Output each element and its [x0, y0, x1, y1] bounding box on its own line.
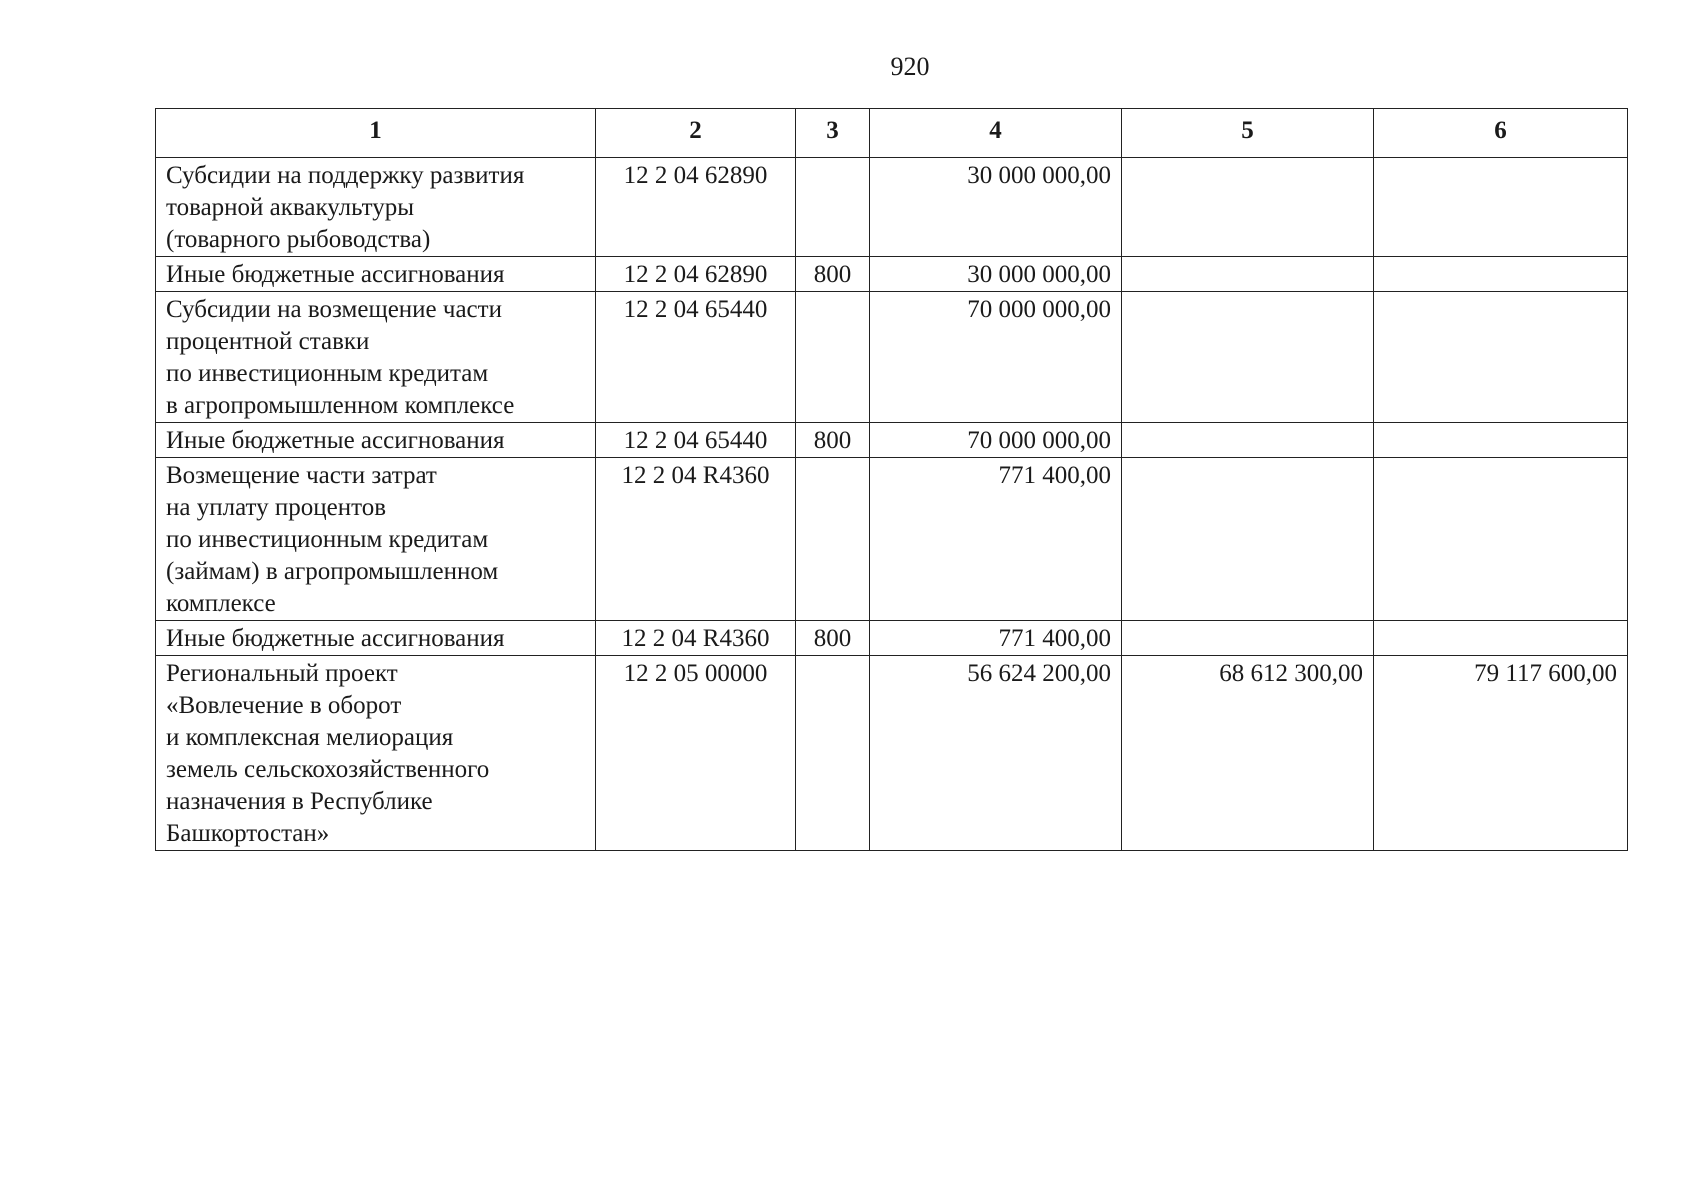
- table-row: [156, 158, 1628, 257]
- row-sum-col4: 771 400,00: [870, 458, 1122, 621]
- row-code: 12 2 04 62890: [596, 257, 796, 292]
- row-sum-col6: [1374, 621, 1628, 656]
- table-row: [156, 423, 1628, 458]
- row-sum-col6: [1374, 292, 1628, 423]
- row-sum-col6: 79 117 600,00: [1374, 656, 1628, 851]
- row-sum-col5: [1122, 423, 1374, 458]
- row-sum-col5: 68 612 300,00: [1122, 656, 1374, 851]
- row-expense-type: [796, 656, 870, 851]
- column-header-6: 6: [1374, 109, 1628, 158]
- row-code: 12 2 04 R4360: [596, 458, 796, 621]
- row-name: Иные бюджетные ассигнования: [156, 621, 596, 656]
- row-sum-col5: [1122, 158, 1374, 257]
- row-name: Региональный проект «Вовлечение в оборот и комплексная мелиорация земель сельскохозяйственного назначения в Республике Башкортостан»: [156, 656, 596, 851]
- row-sum-col5: [1122, 621, 1374, 656]
- row-code: 12 2 04 R4360: [596, 621, 796, 656]
- row-sum-col4: 70 000 000,00: [870, 292, 1122, 423]
- column-header-3: 3: [796, 109, 870, 158]
- row-sum-col4: 30 000 000,00: [870, 257, 1122, 292]
- column-header-2: 2: [596, 109, 796, 158]
- row-sum-col4: 56 624 200,00: [870, 656, 1122, 851]
- column-header-5: 5: [1122, 109, 1374, 158]
- table-row: [156, 257, 1628, 292]
- row-expense-type: [796, 292, 870, 423]
- table-row: [156, 458, 1628, 621]
- row-code: 12 2 05 00000: [596, 656, 796, 851]
- row-sum-col6: [1374, 158, 1628, 257]
- row-expense-type: 800: [796, 621, 870, 656]
- column-header-1: 1: [156, 109, 596, 158]
- table-row: [156, 292, 1628, 423]
- row-sum-col4: 771 400,00: [870, 621, 1122, 656]
- row-sum-col5: [1122, 292, 1374, 423]
- row-name: Возмещение части затрат на уплату процентов по инвестиционным кредитам (займам) в агропромышленном комплексе: [156, 458, 596, 621]
- row-sum-col6: [1374, 257, 1628, 292]
- row-expense-type: 800: [796, 423, 870, 458]
- row-name: Субсидии на поддержку развития товарной аквакультуры (товарного рыбоводства): [156, 158, 596, 257]
- row-sum-col4: 70 000 000,00: [870, 423, 1122, 458]
- row-name: Иные бюджетные ассигнования: [156, 423, 596, 458]
- table-row: [156, 656, 1628, 851]
- row-code: 12 2 04 65440: [596, 423, 796, 458]
- row-expense-type: [796, 158, 870, 257]
- row-name: Субсидии на возмещение части процентной ставки по инвестиционным кредитам в агропромышленном комплексе: [156, 292, 596, 423]
- row-sum-col5: [1122, 257, 1374, 292]
- table-row: [156, 621, 1628, 656]
- page-number: 920: [890, 52, 930, 81]
- row-code: 12 2 04 62890: [596, 158, 796, 257]
- row-sum-col6: [1374, 458, 1628, 621]
- row-code: 12 2 04 65440: [596, 292, 796, 423]
- row-sum-col6: [1374, 423, 1628, 458]
- budget-table: [155, 108, 1628, 851]
- row-expense-type: 800: [796, 257, 870, 292]
- row-sum-col4: 30 000 000,00: [870, 158, 1122, 257]
- row-sum-col5: [1122, 458, 1374, 621]
- row-expense-type: [796, 458, 870, 621]
- header-row: [156, 109, 1628, 158]
- column-header-4: 4: [870, 109, 1122, 158]
- row-name: Иные бюджетные ассигнования: [156, 257, 596, 292]
